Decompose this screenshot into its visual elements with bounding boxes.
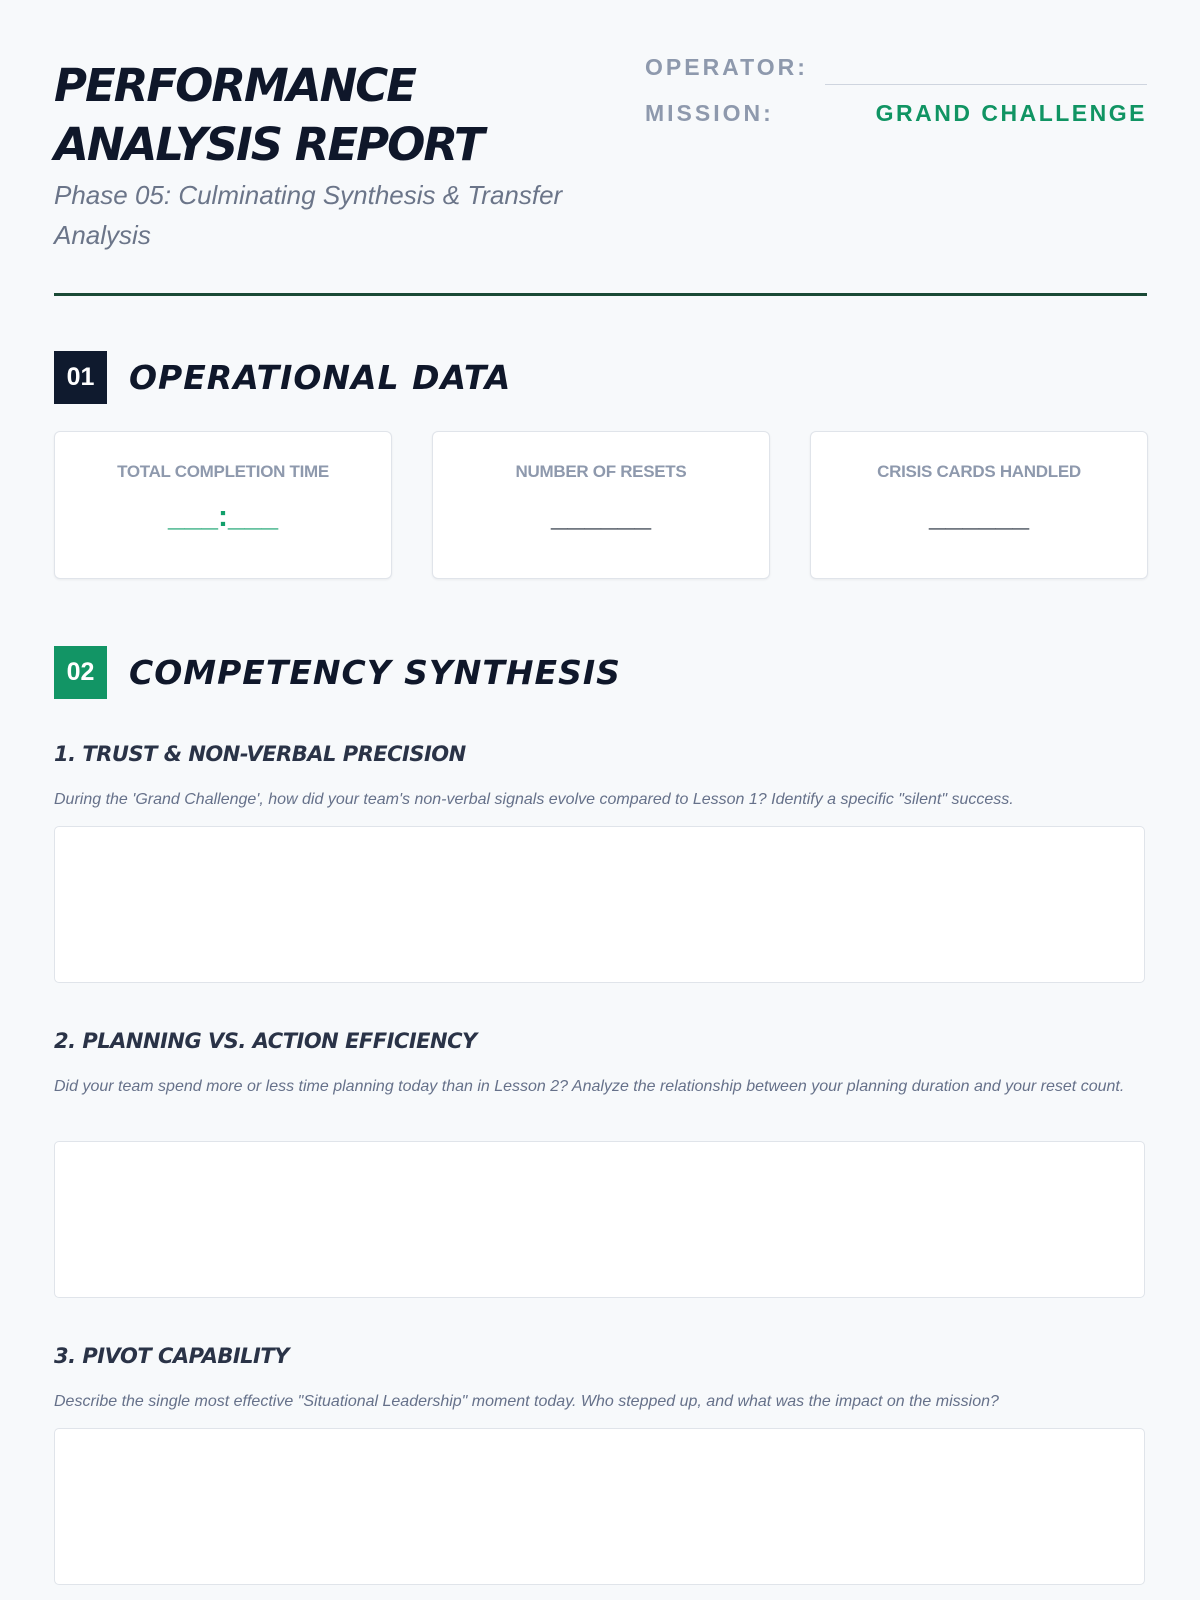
- header-divider: [54, 293, 1147, 296]
- question-3-prompt: Describe the single most effective "Situational Leadership" moment today. Who stepped up, and what was the impact on the mission?: [54, 1393, 999, 1410]
- resets-field[interactable]: ______: [550, 500, 652, 533]
- stat-cards: [54, 431, 1147, 579]
- question-2-title: 2. PLANNING VS. ACTION EFFICIENCY: [54, 1029, 477, 1053]
- report-title: [54, 56, 654, 174]
- section-title: COMPETENCY SYNTHESIS: [129, 652, 621, 692]
- stat-card-label: NUMBER OF RESETS: [515, 462, 687, 481]
- section-number-badge: 02: [54, 646, 107, 699]
- stat-card-resets: [432, 431, 770, 579]
- question-1-prompt: During the 'Grand Challenge', how did your team's non-verbal signals evolve compared to Lesson 1? Identify a specific "silent" success.: [54, 791, 1014, 808]
- stat-card-label: TOTAL COMPLETION TIME: [117, 462, 329, 481]
- stat-card-crisis-cards: [810, 431, 1148, 579]
- stat-card-completion-time: [54, 431, 392, 579]
- report-subtitle: Phase 05: Culminating Synthesis & Transfer Analysis: [54, 180, 563, 250]
- crisis-cards-field[interactable]: ______: [928, 500, 1030, 533]
- stat-card-label: CRISIS CARDS HANDLED: [877, 462, 1081, 481]
- mission-label: MISSION:: [645, 100, 774, 126]
- report-page: [54, 0, 1147, 1600]
- title-line-2: ANALYSIS REPORT: [54, 118, 483, 171]
- mission-value: GRAND CHALLENGE: [875, 100, 1147, 126]
- title-line-1: PERFORMANCE: [54, 59, 416, 112]
- section-operational-data-header: [54, 350, 511, 404]
- operator-label: OPERATOR:: [645, 54, 808, 80]
- report-meta: [645, 54, 1147, 146]
- operator-row: [645, 54, 1147, 100]
- operator-field[interactable]: [825, 84, 1147, 85]
- question-3-title: 3. PIVOT CAPABILITY: [54, 1344, 289, 1368]
- question-3-answer[interactable]: [54, 1428, 1145, 1585]
- question-1-title: 1. TRUST & NON-VERBAL PRECISION: [54, 742, 466, 766]
- question-1-answer[interactable]: [54, 826, 1145, 983]
- mission-row: [645, 100, 1147, 146]
- section-title: OPERATIONAL DATA: [129, 357, 512, 397]
- question-2-answer[interactable]: [54, 1141, 1145, 1298]
- question-2-prompt: Did your team spend more or less time planning today than in Lesson 2? Analyze the relationship between your planning duration and your reset count.: [54, 1078, 1125, 1095]
- completion-time-field[interactable]: ___:___: [167, 500, 279, 533]
- section-competency-synthesis-header: [54, 645, 621, 699]
- section-number-badge: 01: [54, 351, 107, 404]
